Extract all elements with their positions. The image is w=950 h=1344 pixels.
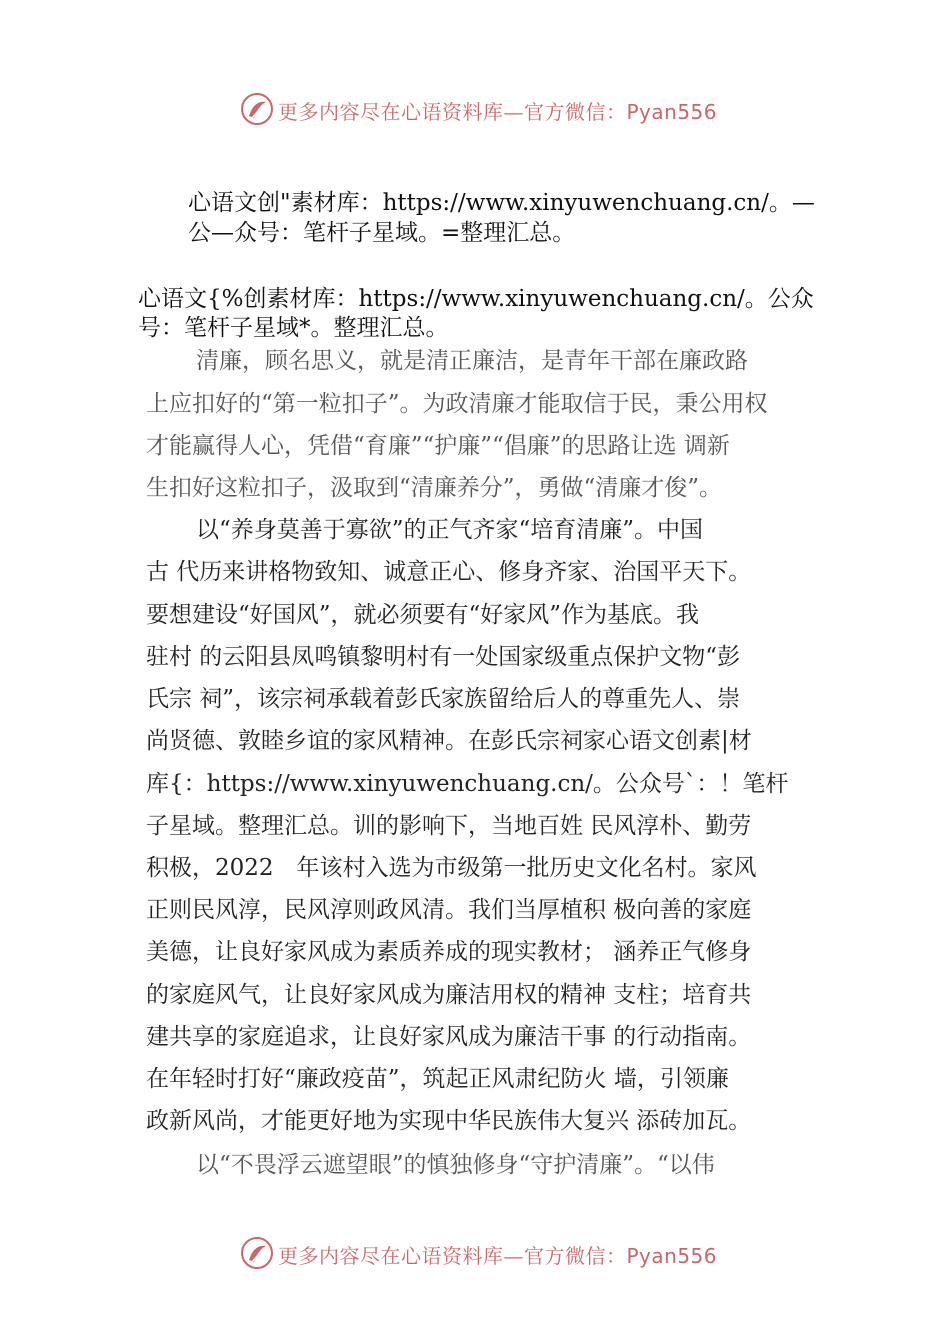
paragraph-line: 政新风尚，才能更好地为实现中华民族伟大复兴 添砖加瓦。 <box>146 1108 752 1134</box>
banner-text <box>278 96 717 125</box>
paragraph-line: 的家庭风气，让良好家风成为廉洁用权的精神 支柱；培育共 <box>146 982 752 1008</box>
paragraph-line: 积极，2022 年该村入选为市级第一批历史文化名村。家风 <box>146 855 757 881</box>
logo-icon <box>240 92 274 126</box>
paragraph-line: 氏宗 祠”，该宗祠承载着彭氏家族留给后人的尊重先人、崇 <box>146 686 741 712</box>
logo-icon <box>240 1236 274 1270</box>
paragraph-line: 正则民风淳，民风淳则政风清。我们当厚植积 极向善的家庭 <box>146 897 752 923</box>
paragraph-line: 生扣好这粒扣子，汲取到“清廉养分”，勇做“清廉才俊”。 <box>146 475 723 501</box>
banner-code: Pyan556 <box>626 1244 718 1268</box>
paragraph-line: 上应扣好的“第一粒扣子”。为政清廉才能取信于民，秉公用权 <box>146 391 768 417</box>
paragraph-line: 在年轻时打好“廉政疫苗”，筑起正风肃纪防火 墙，引领廉 <box>146 1066 729 1092</box>
source-line: 心语文创"素材库：https://www.xinyuwenchuang.cn/。— <box>188 190 815 216</box>
paragraph-line: 才能赢得人心，凭借“育廉”“护廉”“倡廉”的思路让选 调新 <box>146 433 730 459</box>
paragraph-line: 清廉，顾名思义，就是清正廉洁，是青年干部在廉政路 <box>196 348 748 374</box>
header-banner <box>0 90 950 130</box>
banner-text <box>278 1240 717 1269</box>
paragraph-line: 建共享的家庭追求，让良好家风成为廉洁干事 的行动指南。 <box>146 1024 752 1050</box>
paragraph-line: 子星域。整理汇总。训的影响下，当地百姓 民风淳朴、勤劳 <box>146 813 752 839</box>
source-line: 心语文{%创素材库：https://www.xinyuwenchuang.cn/。公众 <box>138 286 814 312</box>
paragraph-line: 驻村 的云阳县凤鸣镇黎明村有一处国家级重点保护文物“彭 <box>146 644 741 670</box>
paragraph-line: 以“不畏浮云遮望眼”的慎独修身“守护清廉”。“以伟 <box>196 1152 715 1178</box>
paragraph-line: 古 代历来讲格物致知、诚意正心、修身齐家、治国平天下。 <box>146 559 752 585</box>
paragraph-line: 要想建设“好国风”，就必须要有“好家风”作为基底。我 <box>146 602 700 628</box>
paragraph-line: 美德，让良好家风成为素质养成的现实教材； 涵养正气修身 <box>146 939 752 965</box>
banner-label: 更多内容尽在心语资料库—官方微信： <box>278 100 627 124</box>
paragraph-line: 以“养身莫善于寡欲”的正气齐家“培育清廉”。中国 <box>196 517 704 543</box>
source-line: 公—众号：笔杆子星域。=整理汇总。 <box>188 220 576 246</box>
source-line: 号：笔杆子星域*。整理汇总。 <box>138 315 449 341</box>
banner-label: 更多内容尽在心语资料库—官方微信： <box>278 1244 627 1268</box>
paragraph-line: 尚贤德、敦睦乡谊的家风精神。在彭氏宗祠家心语文创素|材 <box>146 728 752 754</box>
footer-banner <box>0 1234 950 1274</box>
banner-code: Pyan556 <box>626 100 718 124</box>
paragraph-line: 库{：https://www.xinyuwenchuang.cn/。公众号`：！笔杆 <box>146 771 789 797</box>
